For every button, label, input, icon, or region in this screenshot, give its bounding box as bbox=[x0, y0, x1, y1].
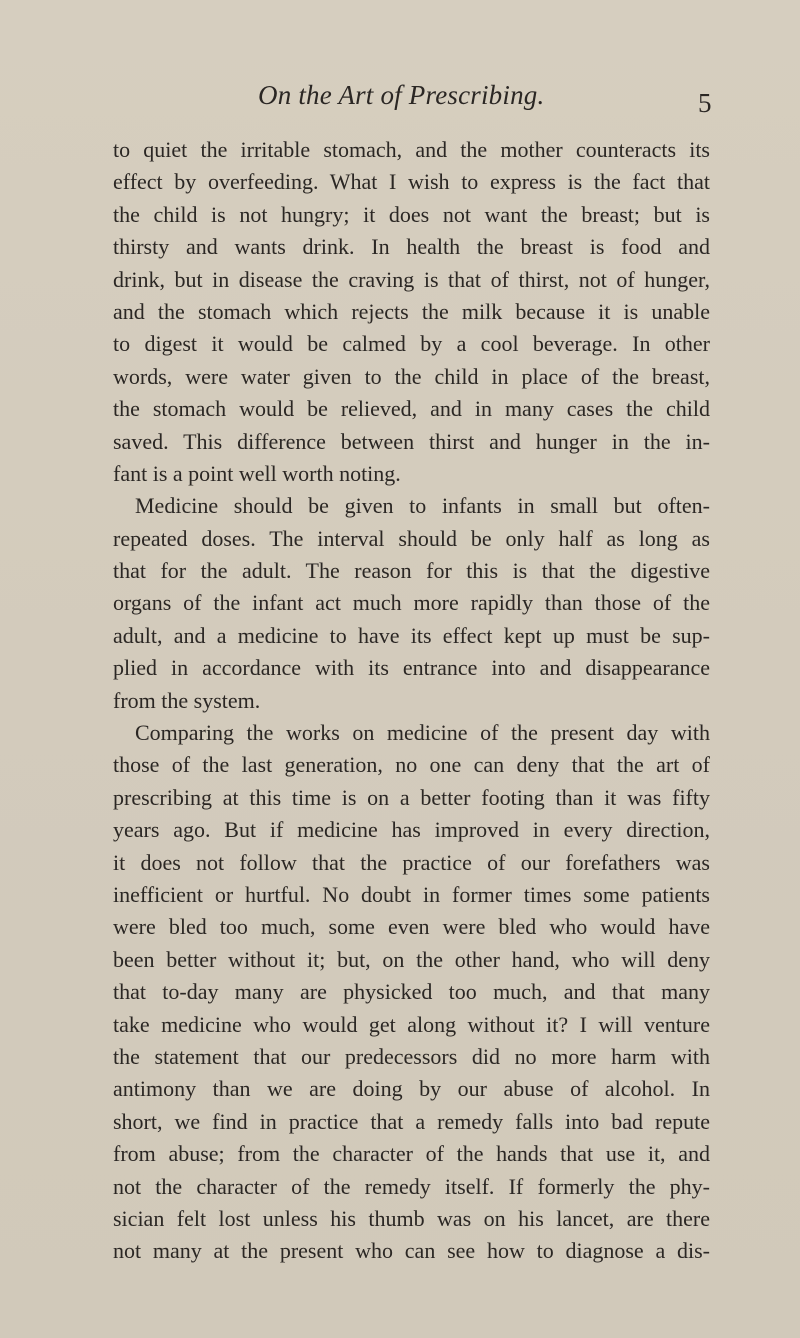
text-line: that to-day many are physicked too much, and that many bbox=[113, 979, 710, 1005]
text-line: sician felt lost unless his thumb was on his lancet, are there bbox=[113, 1205, 710, 1231]
text-line: the statement that our predecessors did no more harm with bbox=[113, 1043, 710, 1069]
text-line: organs of the infant act much more rapidly than those of the bbox=[113, 590, 710, 616]
text-line: Comparing the works on medicine of the present day with bbox=[135, 720, 710, 746]
text-line: fant is a point well worth noting. bbox=[113, 460, 401, 486]
text-line: not the character of the remedy itself. If formerly the phy- bbox=[113, 1173, 710, 1199]
text-line: antimony than we are doing by our abuse of alcohol. In bbox=[113, 1076, 710, 1102]
running-head: On the Art of Prescribing. bbox=[258, 80, 545, 110]
text-line: plied in accordance with its entrance into and disappearance bbox=[113, 655, 710, 681]
text-line: saved. This difference between thirst and hunger in the in- bbox=[113, 428, 710, 454]
text-line: short, we find in practice that a remedy falls into bad repute bbox=[113, 1108, 710, 1134]
text-line: repeated doses. The interval should be only half as long as bbox=[113, 525, 710, 551]
text-line: the child is not hungry; it does not want the breast; but is bbox=[113, 201, 710, 227]
body-text bbox=[113, 134, 710, 1268]
text-line: years ago. But if medicine has improved in every direction, bbox=[113, 817, 710, 843]
text-line: to quiet the irritable stomach, and the mother counteracts its bbox=[113, 137, 710, 162]
text-line: Medicine should be given to infants in small but often- bbox=[135, 493, 710, 519]
text-line: that for the adult. The reason for this is that the digestive bbox=[113, 558, 710, 584]
text-line: from the system. bbox=[113, 687, 261, 713]
text-line: not many at the present who can see how to diagnose a dis- bbox=[113, 1238, 710, 1264]
text-line: the stomach would be relieved, and in many cases the child bbox=[113, 396, 710, 422]
text-line: inefficient or hurtful. No doubt in former times some patients bbox=[113, 881, 710, 907]
text-line: thirsty and wants drink. In health the breast is food and bbox=[113, 234, 710, 260]
text-line: effect by overfeeding. What I wish to express is the fact that bbox=[113, 169, 710, 195]
text-line: prescribing at this time is on a better footing than it was fifty bbox=[113, 784, 710, 810]
text-line: take medicine who would get along without it? I will venture bbox=[113, 1011, 710, 1037]
text-line: to digest it would be calmed by a cool beverage. In other bbox=[113, 331, 710, 357]
text-line: from abuse; from the character of the hands that use it, and bbox=[113, 1141, 710, 1167]
text-line: were bled too much, some even were bled who would have bbox=[113, 914, 710, 940]
page-number: 5 bbox=[698, 88, 712, 118]
text-line: it does not follow that the practice of our forefathers was bbox=[113, 849, 710, 875]
text-line: words, were water given to the child in place of the breast, bbox=[113, 363, 710, 389]
text-line: and the stomach which rejects the milk because it is unable bbox=[113, 298, 710, 324]
text-line: adult, and a medicine to have its effect kept up must be sup- bbox=[113, 622, 710, 648]
text-line: those of the last generation, no one can deny that the art of bbox=[113, 752, 710, 778]
page-header bbox=[0, 80, 800, 120]
text-line: been better without it; but, on the other hand, who will deny bbox=[113, 946, 710, 972]
text-line: drink, but in disease the craving is that of thirst, not of hunger, bbox=[113, 266, 710, 292]
